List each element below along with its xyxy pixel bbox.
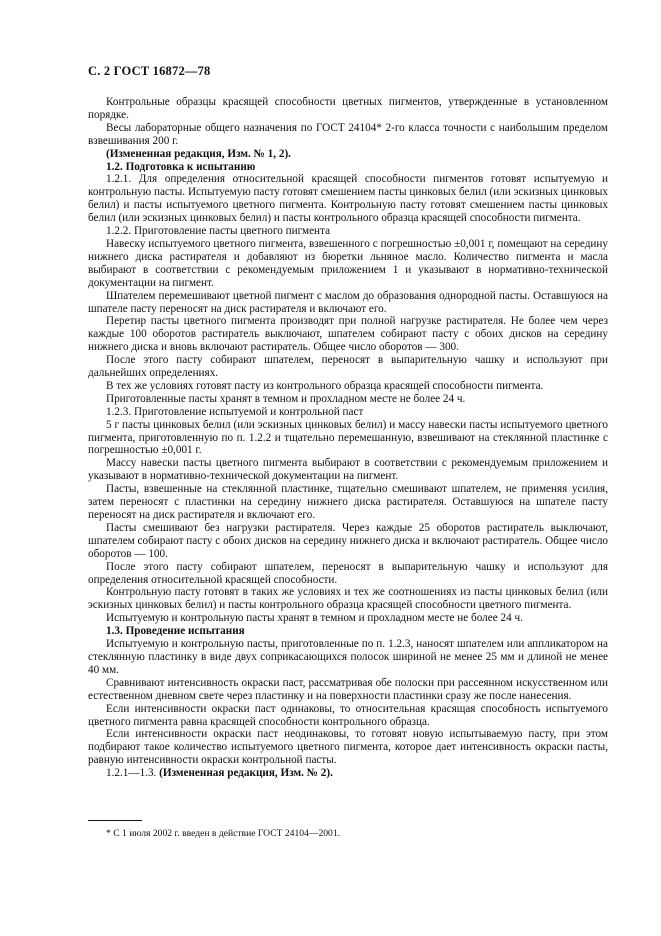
paragraph: Если интенсивности окраски паст одинаковы, то относительная красящая способность испытуемого цветного пигмента равна красящей способности контрольного образца. [88, 702, 608, 728]
paragraph: После этого пасту собирают шпателем, переносят в выпарительную чашку и используют для определения относительной красящей способности. [88, 560, 608, 586]
section-heading: 1.3. Проведение испытания [106, 625, 245, 638]
footnote: * С 1 июля 2002 г. введен в действие ГОСТ 24104—2001. [106, 828, 341, 839]
paragraph: Навеску испытуемого цветного пигмента, взвешенного с погрешностью ±0,001 г, помещают на середину нижнего диска растирателя и добавляют из бюретки льняное масло. Количество пигмента и масла выбирают в соответствии с рекомендуемым приложением 1 и указывают в нормативно-технической документации на пигмент. [88, 237, 608, 289]
paragraph: Контрольную пасту готовят в таких же условиях и тех же соотношениях из пасты цинковых белил (или эскизных цинковых белил) и пасты контрольного образца красящей способности цветного пигмента. [88, 586, 608, 612]
section-heading: 1.2. Подготовка к испытанию [106, 160, 256, 173]
paragraph: Приготовленные пасты хранят в темном и прохладном месте не более 24 ч. [106, 392, 466, 405]
paragraph: После этого пасту собирают шпателем, переносят в выпарительную чашку и используют при дальнейших определениях. [88, 354, 608, 380]
section-heading: (Измененная редакция, Изм. № 1, 2). [106, 147, 291, 160]
paragraph: Пасты смешивают без нагрузки растирателя. Через каждые 25 оборотов растиратель выключают, шпателем собирают пасту с обоих дисков на середину нижнего диска и включают растиратель. Общее число оборотов — 100. [88, 521, 608, 560]
amendment-label: (Измененная редакция, Изм. № 2). [159, 767, 333, 780]
amendment-note [88, 767, 608, 780]
paragraph: 1.2.1. Для определения относительной красящей способности пигментов готовят испытуемую и контрольную пасты. Испытуемую пасту готовят смешением пасты цинковых белил (или эскизных цинковых белил) и пасты испытуемого цветного пигмента. Контрольную пасту готовят смешением пасты цинковых белил (или эскизных цинковых белил) и пасты контрольного образца красящей способности пигмента. [88, 173, 608, 225]
paragraph: 1.2.2. Приготовление пасты цветного пигмента [106, 225, 331, 238]
paragraph: Если интенсивности окраски паст неодинаковы, то готовят новую испытываемую пасту, при этом подбирают такое количество испытуемого цветного пигмента, которое дает интенсивность окраски пасты, равную интенсивности окраски контрольной пасты. [88, 728, 608, 767]
page-header: С. 2 ГОСТ 16872—78 [88, 64, 211, 78]
document-body [88, 96, 608, 780]
paragraph: Испытуемую и контрольную пасты хранят в темном и прохладном месте не более 24 ч. [106, 612, 523, 625]
paragraph: Сравнивают интенсивность окраски паст, рассматривая обе полоски при рассеянном искусственном или естественном дневном свете через пластинку и на поверхности пластинки сразу же после нанесения. [88, 676, 608, 702]
amendment-range: 1.2.1—1.3. [106, 767, 160, 780]
footnote-divider [88, 820, 142, 821]
paragraph: Массу навески пасты цветного пигмента выбирают в соответствии с рекомендуемым приложением и указывают в нормативно-технической документации на пигмент. [88, 457, 608, 483]
paragraph: Контрольные образцы красящей способности цветных пигментов, утвержденные в установленном порядке. [88, 96, 608, 121]
paragraph: 1.2.3. Приготовление испытуемой и контрольной паст [106, 405, 364, 418]
paragraph: 5 г пасты цинковых белил (или эскизных цинковых белил) и массу навески пасты испытуемого цветного пигмента, приготовленную по п. 1.2.2 и тщательно перемешанную, взвешивают на стеклянной пластинке с погрешностью ±0,001 г. [88, 418, 608, 457]
paragraph: В тех же условиях готовят пасту из контрольного образца красящей способности пигмента. [106, 379, 544, 392]
paragraph: Пасты, взвешенные на стеклянной пластинке, тщательно смешивают шпателем, не применяя усилия, затем переносят с пластинки на середину нижнего диска растирателя. Оставшуюся на шпателе пасту переносят на диск растирателя и включают его. [88, 483, 608, 521]
paragraph: Испытуемую и контрольную пасты, приготовленные по п. 1.2.3, наносят шпателем или аппликатором на стеклянную пластинку в виде двух соприкасающихся полосок шириной не менее 25 мм и длиной не менее 40 мм. [88, 638, 608, 676]
paragraph: Перетир пасты цветного пигмента производят при полной нагрузке растирателя. Не более чем через каждые 100 оборотов растиратель выключают, шпателем собирают пасту с обоих дисков на середину нижнего диска и вновь включают растиратель. Общее число оборотов — 300. [88, 315, 608, 354]
paragraph: Шпателем перемешивают цветной пигмент с маслом до образования однородной пасты. Оставшуюся на шпателе пасту переносят на диск растирателя и включают его. [88, 289, 608, 315]
paragraph: Весы лабораторные общего назначения по ГОСТ 24104* 2-го класса точности с наибольшим пределом взвешивания 200 г. [88, 121, 608, 147]
